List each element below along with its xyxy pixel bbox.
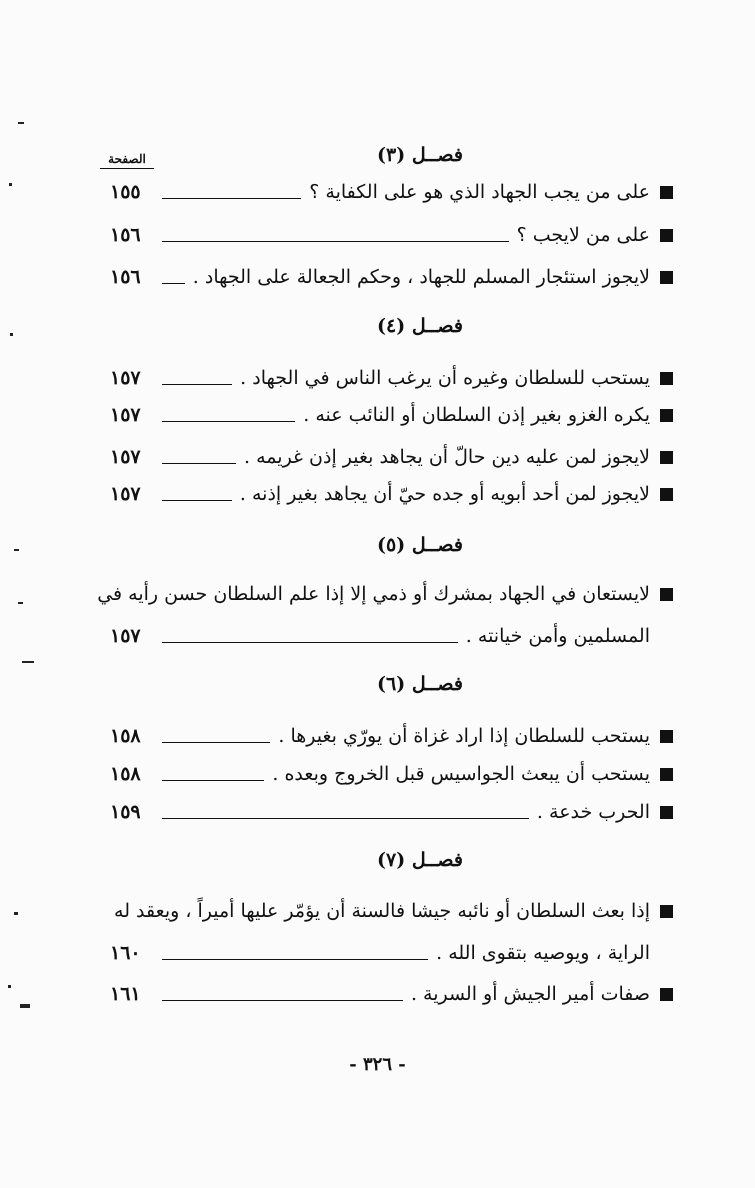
entry-page: ١٥٧ xyxy=(110,483,141,505)
square-bullet-icon xyxy=(660,730,673,743)
entry-text: إذا بعث السلطان أو نائبه جيشا فالسنة أن يؤمّر عليها أميراً ، ويعقد له xyxy=(114,900,650,922)
scan-mark xyxy=(18,602,23,604)
square-bullet-icon xyxy=(660,905,673,918)
entry-page: ١٥٨ xyxy=(110,763,141,785)
scan-mark xyxy=(22,661,34,663)
entry-page: ١٥٧ xyxy=(110,625,141,647)
leader-line xyxy=(162,742,270,743)
leader-line xyxy=(162,421,295,422)
toc-entry xyxy=(97,578,673,610)
entry-text: يكره الغزو بغير إذن السلطان أو النائب عنه . xyxy=(303,404,650,426)
page-number: - ٣٢٦ - xyxy=(349,1054,406,1075)
leader-line xyxy=(162,818,529,819)
entry-text: لايستعان في الجهاد بمشرك أو ذمي إلا إذا علم السلطان حسن رأيه في xyxy=(97,583,650,605)
section-title: فصــل (٧) xyxy=(377,849,463,871)
leader-line xyxy=(162,1000,403,1001)
toc-entry xyxy=(110,796,673,828)
square-bullet-icon xyxy=(660,768,673,781)
leader-line xyxy=(162,384,232,385)
leader-line xyxy=(162,241,509,242)
scan-mark xyxy=(9,183,12,186)
square-bullet-icon xyxy=(660,806,673,819)
leader-line xyxy=(162,198,301,199)
scan-mark xyxy=(20,1004,30,1008)
square-bullet-icon xyxy=(660,186,673,199)
toc-entry xyxy=(110,895,673,927)
square-bullet-icon xyxy=(660,271,673,284)
square-bullet-icon xyxy=(660,988,673,1001)
toc-entry-continuation xyxy=(110,937,673,969)
entry-page: ١٥٩ xyxy=(110,801,141,823)
entry-page: ١٦١ xyxy=(110,983,141,1005)
page-column-label: الصفحة xyxy=(100,152,154,169)
entry-text: يستحب للسلطان إذا اراد غزاة أن يورّي بغيرها . xyxy=(278,725,650,747)
toc-entry xyxy=(110,399,673,431)
section-title: فصــل (٤) xyxy=(377,315,463,337)
leader-line xyxy=(162,463,236,464)
toc-entry-continuation xyxy=(110,620,673,652)
entry-text-continuation: الراية ، ويوصيه بتقوى الله . xyxy=(436,942,650,964)
entry-text: يستحب أن يبعث الجواسيس قبل الخروج وبعده . xyxy=(272,763,650,785)
section-title: فصــل (٥) xyxy=(377,534,463,556)
entry-text: لايجوز استئجار المسلم للجهاد ، وحكم الجعالة على الجهاد . xyxy=(192,266,650,288)
scan-mark xyxy=(18,122,24,124)
square-bullet-icon xyxy=(660,451,673,464)
entry-text: صفات أمير الجيش أو السرية . xyxy=(410,983,650,1005)
entry-text-continuation: المسلمين وأمن خيانته . xyxy=(465,625,650,647)
leader-line xyxy=(162,642,458,643)
scan-mark xyxy=(14,912,18,915)
square-bullet-icon xyxy=(660,409,673,422)
leader-line xyxy=(162,959,428,960)
square-bullet-icon xyxy=(660,488,673,501)
scan-mark xyxy=(14,549,19,551)
entry-text: الحرب خدعة . xyxy=(536,801,650,823)
square-bullet-icon xyxy=(660,372,673,385)
toc-entry xyxy=(110,362,673,394)
entry-page: ١٥٧ xyxy=(110,404,141,426)
leader-line xyxy=(162,283,185,284)
section-title: فصــل (٦) xyxy=(377,673,463,695)
toc-entry xyxy=(110,758,673,790)
entry-text: لايجوز لمن أحد أبويه أو جده حيّ أن يجاهد بغير إذنه . xyxy=(239,483,650,505)
entry-text: على من يجب الجهاد الذي هو على الكفاية ؟ xyxy=(309,181,650,203)
section-title: فصــل (٣) xyxy=(377,144,463,166)
entry-page: ١٥٥ xyxy=(110,181,141,203)
entry-page: ١٥٧ xyxy=(110,367,141,389)
scan-mark xyxy=(8,985,11,988)
toc-entry xyxy=(110,219,673,251)
entry-text: على من لايجب ؟ xyxy=(516,224,650,246)
toc-entry xyxy=(110,261,673,293)
toc-entry xyxy=(110,478,673,510)
square-bullet-icon xyxy=(660,229,673,242)
entry-text: لايجوز لمن عليه دين حالّ أن يجاهد بغير إذن غريمه . xyxy=(244,446,650,468)
toc-entry xyxy=(110,441,673,473)
toc-entry xyxy=(110,176,673,208)
scan-mark xyxy=(10,333,13,336)
entry-page: ١٥٨ xyxy=(110,725,141,747)
toc-entry xyxy=(110,720,673,752)
square-bullet-icon xyxy=(660,588,673,601)
entry-text: يستحب للسلطان وغيره أن يرغب الناس في الجهاد . xyxy=(240,367,650,389)
toc-entry xyxy=(110,978,673,1010)
entry-page: ١٥٧ xyxy=(110,446,141,468)
entry-page: ١٥٦ xyxy=(110,266,141,288)
entry-page: ١٥٦ xyxy=(110,224,141,246)
leader-line xyxy=(162,780,264,781)
entry-page: ١٦٠ xyxy=(110,942,141,964)
leader-line xyxy=(162,500,232,501)
